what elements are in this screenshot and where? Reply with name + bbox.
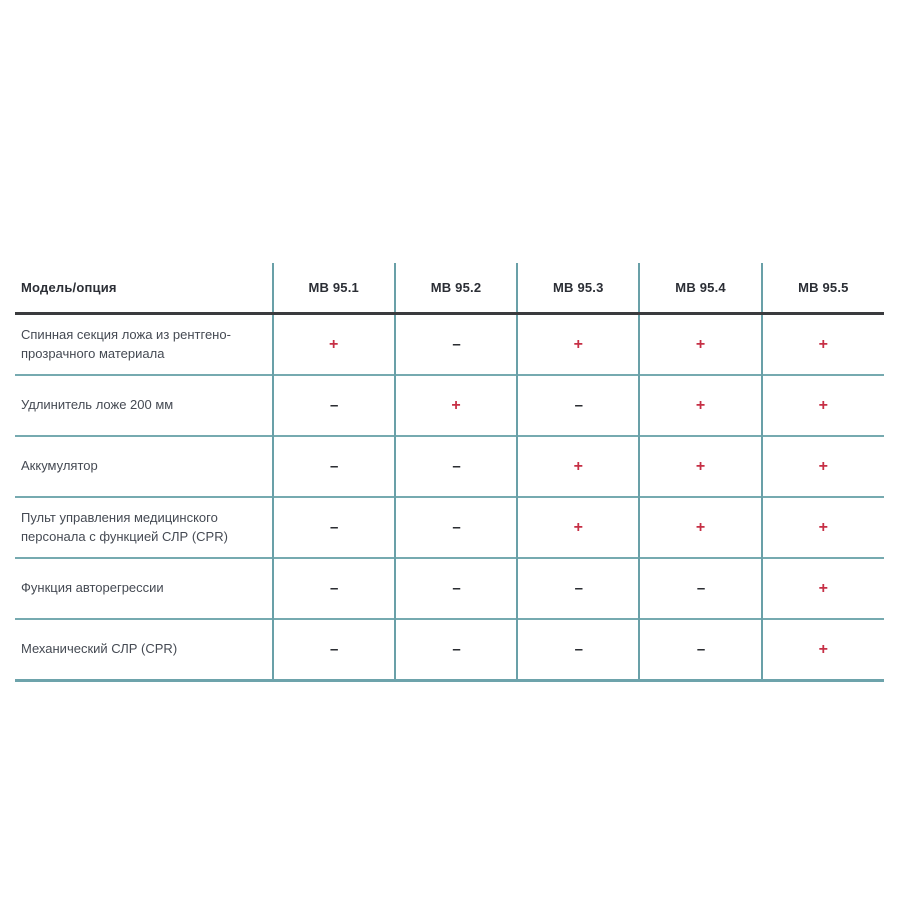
model-options-table: [15, 263, 884, 682]
availability-mark: –: [517, 619, 639, 681]
availability-mark: –: [273, 558, 395, 619]
availability-mark: +: [762, 314, 884, 376]
availability-mark: +: [639, 314, 761, 376]
availability-mark: –: [273, 436, 395, 497]
availability-mark: –: [639, 558, 761, 619]
row-label: Спинная секция ложа из рентгено-прозрачного материала: [21, 327, 231, 361]
availability-mark: –: [395, 436, 517, 497]
header-model-option: Модель/опция: [21, 280, 117, 295]
table-row: [15, 436, 884, 497]
row-label: Функция авторегрессии: [21, 580, 164, 596]
availability-mark: –: [273, 497, 395, 558]
availability-mark: +: [517, 497, 639, 558]
row-label: Пульт управления медицинского персонала с функцией СЛР (CPR): [21, 510, 228, 544]
availability-mark: +: [395, 375, 517, 436]
availability-mark: +: [639, 375, 761, 436]
availability-mark: +: [273, 314, 395, 376]
availability-mark: –: [273, 619, 395, 681]
availability-mark: +: [762, 436, 884, 497]
header-mb-95-4: МВ 95.4: [639, 263, 761, 314]
availability-mark: +: [517, 436, 639, 497]
table-row: [15, 314, 884, 376]
availability-mark: +: [762, 619, 884, 681]
availability-mark: +: [762, 497, 884, 558]
table-row: [15, 375, 884, 436]
availability-mark: +: [517, 314, 639, 376]
availability-mark: –: [273, 375, 395, 436]
availability-mark: +: [639, 436, 761, 497]
availability-mark: –: [395, 558, 517, 619]
availability-mark: –: [639, 619, 761, 681]
header-mb-95-5: МВ 95.5: [762, 263, 884, 314]
row-label: Аккумулятор: [21, 458, 98, 474]
row-label: Механический СЛР (CPR): [21, 641, 178, 657]
availability-mark: +: [639, 497, 761, 558]
availability-mark: +: [762, 558, 884, 619]
table-row: [15, 558, 884, 619]
availability-mark: +: [762, 375, 884, 436]
availability-mark: –: [517, 558, 639, 619]
table-header-row: [15, 263, 884, 314]
table-row: [15, 497, 884, 558]
header-mb-95-1: МВ 95.1: [273, 263, 395, 314]
row-label: Удлинитель ложе 200 мм: [21, 397, 174, 413]
availability-mark: –: [517, 375, 639, 436]
table-row: [15, 619, 884, 681]
availability-mark: –: [395, 619, 517, 681]
availability-mark: –: [395, 314, 517, 376]
header-mb-95-3: МВ 95.3: [517, 263, 639, 314]
header-mb-95-2: МВ 95.2: [395, 263, 517, 314]
availability-mark: –: [395, 497, 517, 558]
